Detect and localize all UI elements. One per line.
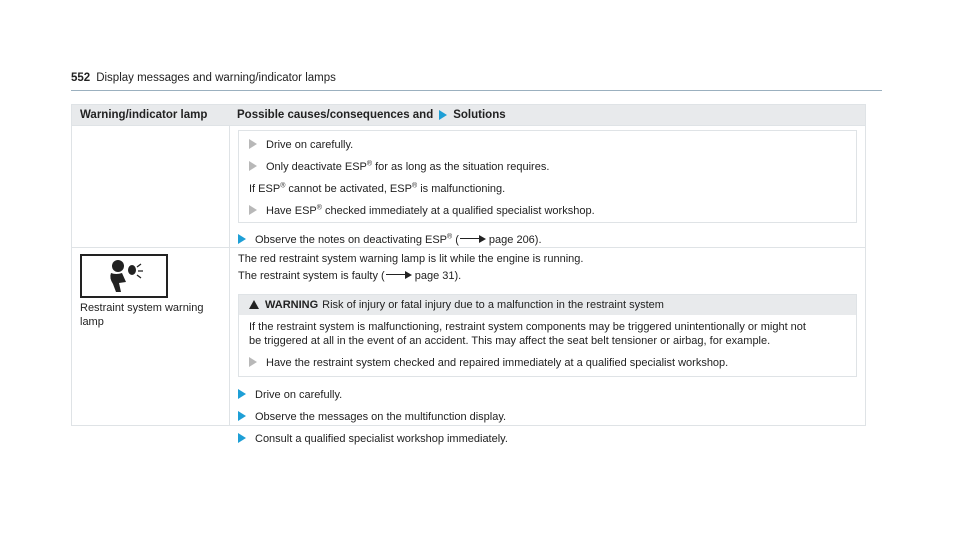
warning-lamp-table <box>71 104 866 445</box>
step-arrow-icon <box>249 161 257 171</box>
list-item: Drive on carefully. <box>249 138 856 152</box>
list-item: Consult a qualified specialist workshop immediately. <box>238 432 857 446</box>
page-number: 552 <box>71 72 91 84</box>
list-item: Have the restraint system checked and repaired immediately at a qualified specialist workshop. <box>249 356 846 370</box>
col1-header: Warning/indicator lamp <box>80 109 208 121</box>
restraint-system-icon <box>80 254 168 298</box>
solution-arrow-icon <box>439 110 447 120</box>
list-item: Only deactivate ESP® for as long as the situation requires. <box>249 160 856 174</box>
warning-body: If the restraint system is malfunctioning, restraint system components may be triggered unintentionally or might not be triggered at all in the event of an accident. This may affect the seat belt tensioner or airbag, for example. Have the restraint system checked and repaired immediately at a qualified specialist workshop. <box>239 315 856 376</box>
step-arrow-icon <box>249 139 257 149</box>
step-arrow-icon <box>249 205 257 215</box>
page-header-title: Display messages and warning/indicator lamps <box>96 72 336 84</box>
page-header <box>71 72 881 84</box>
solution-arrow-icon <box>238 389 246 399</box>
row2-lamp-cell <box>72 248 230 425</box>
warning-title: Risk of injury or fatal injury due to a malfunction in the restraint system <box>322 299 664 311</box>
warning-label: WARNING <box>265 299 319 311</box>
row1-lamp-cell <box>72 126 230 247</box>
row2-content <box>230 248 865 445</box>
solution-arrow-icon <box>238 234 246 244</box>
warning-header <box>239 295 856 315</box>
lamp-label: Restraint system warning <box>80 302 204 314</box>
page-reference-arrow-icon <box>460 235 486 243</box>
col2-header-solutions: Solutions <box>453 109 506 121</box>
col2-header-causes: Possible causes/consequences and <box>237 109 434 121</box>
header-rule <box>71 90 882 91</box>
page-reference-link[interactable]: page 206). <box>488 234 542 246</box>
list-item: Have ESP® checked immediately at a qualified specialist workshop. <box>249 204 856 218</box>
list-item: Drive on carefully. <box>238 388 857 402</box>
page-reference-arrow-icon <box>386 271 412 279</box>
esp-note-box <box>238 130 857 223</box>
solution-arrow-icon <box>238 411 246 421</box>
airbag-person-icon <box>82 256 166 296</box>
col2-header <box>230 105 865 125</box>
restraint-fault-text: The restraint system is faulty ( page 31). <box>238 270 462 282</box>
table-header <box>72 105 865 125</box>
esp-malfunction-text: If ESP® cannot be activated, ESP® is malfunctioning. <box>249 182 506 195</box>
page-reference-link[interactable]: page 31). <box>414 270 462 282</box>
table-row-esp <box>72 125 865 247</box>
warning-triangle-icon <box>249 300 259 309</box>
warning-box <box>238 294 857 377</box>
lamp-label-cont: lamp <box>80 316 104 328</box>
list-item: Observe the notes on deactivating ESP® ( page 206). <box>238 233 857 247</box>
solution-arrow-icon <box>238 433 246 443</box>
list-item: Observe the messages on the multifunction display. <box>238 410 857 424</box>
restraint-status-text: The red restraint system warning lamp is lit while the engine is running. <box>238 253 584 265</box>
row1-content <box>230 126 865 247</box>
step-arrow-icon <box>249 357 257 367</box>
table-row-restraint <box>72 247 865 445</box>
